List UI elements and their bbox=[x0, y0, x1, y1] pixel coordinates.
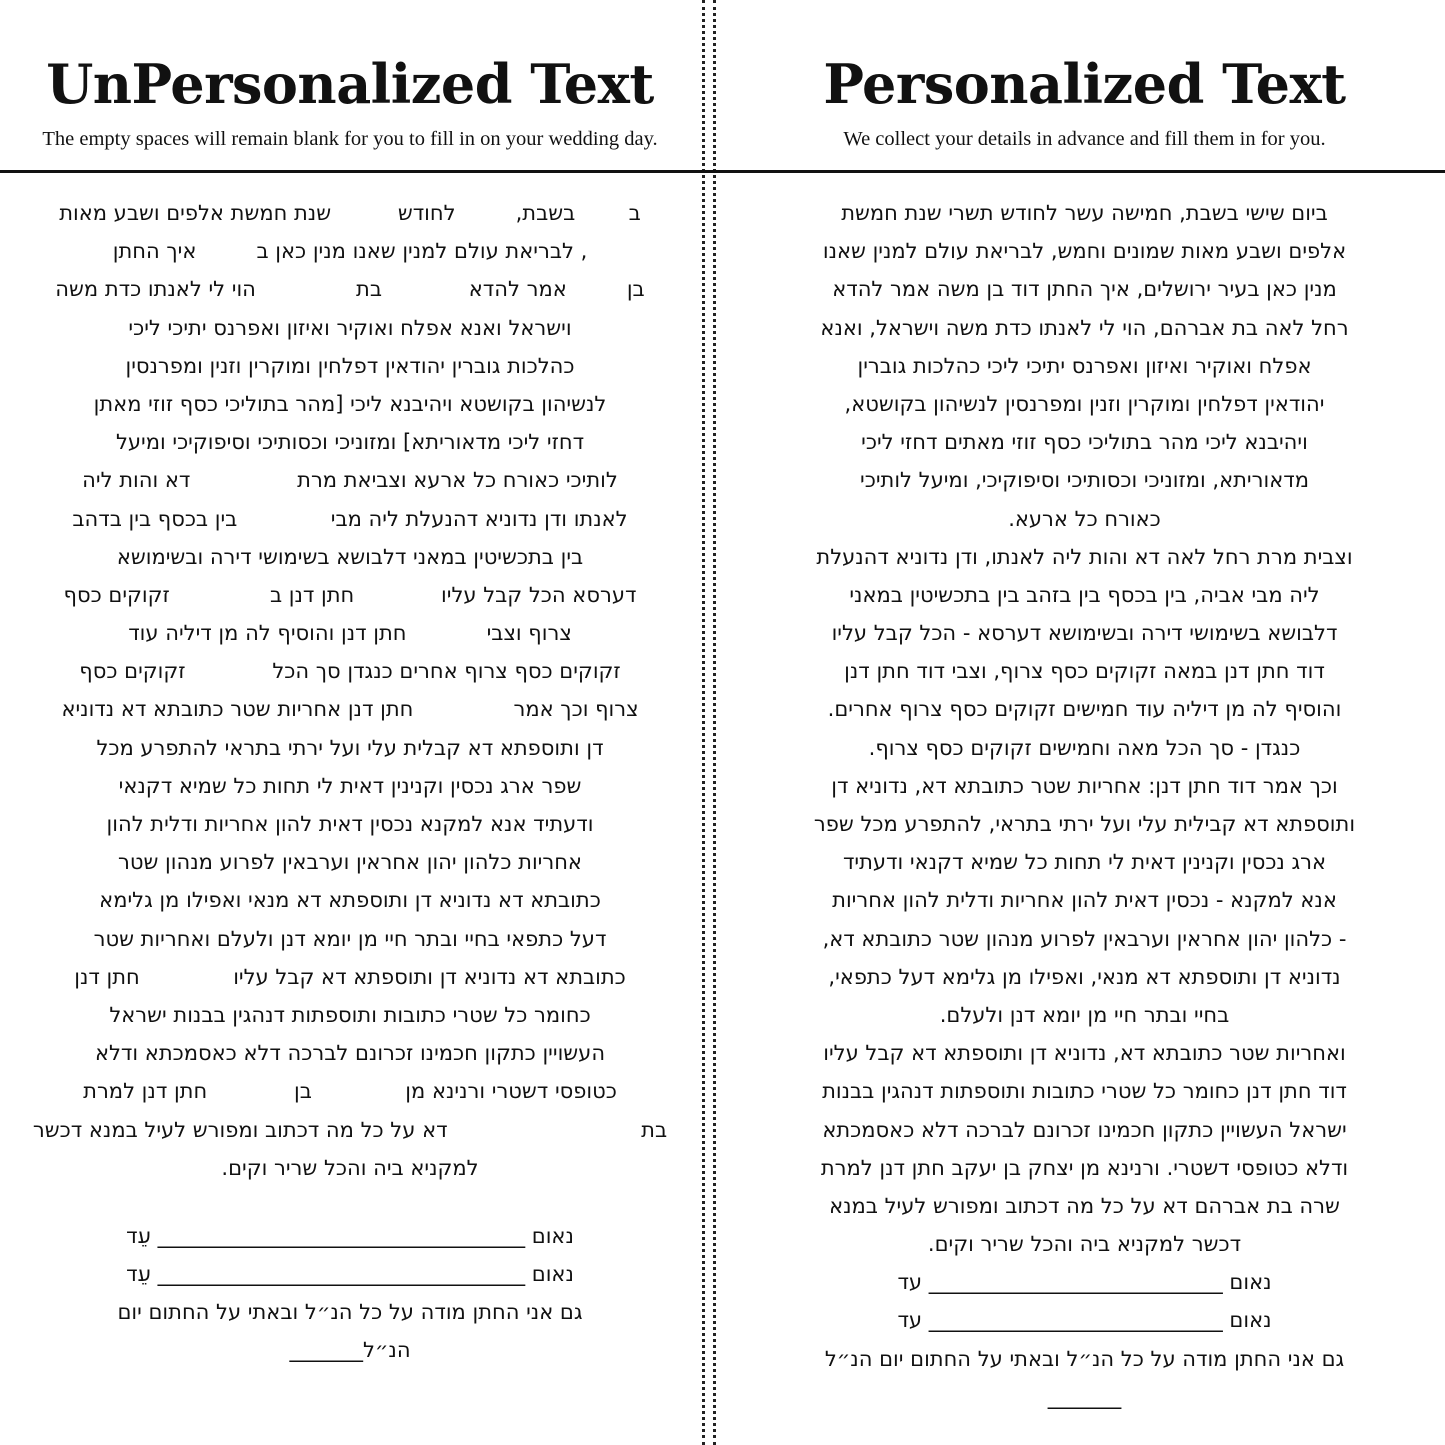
left-witness-line-2: נאום ___________________________________ עֵד bbox=[126, 1262, 574, 1287]
right-text-line: אפלח ואוקיר ואיזון ואפרנס יתיכי ליכי כהלכות גוברין bbox=[857, 353, 1312, 378]
right-text-line: אנא למקנא - נכסין דאית להון אחריות ודלית להון אחריות bbox=[832, 888, 1337, 913]
right-text-line: ותוספתא דא קבילית עלי ועל ירתי בתראי, להתפרע מכל שפר bbox=[813, 812, 1356, 836]
right-text-line: ארג נכסין וקנינין דאית לי תחות כל שמיא דקנאי ודעתיד bbox=[842, 850, 1327, 875]
left-text-lines bbox=[20, 194, 680, 1187]
right-text-line: בחיי ובתר חיי מן יומא דנן ולעלם. bbox=[939, 1002, 1230, 1027]
left-witness-line-1: נאום ___________________________________ עֵד bbox=[126, 1223, 574, 1248]
right-text-line: דוד חתן דנן כחומר כל שטרי כתובות ותוספתות דנהגין בבנות bbox=[822, 1079, 1347, 1104]
right-text-line: כנגדן - סך הכל מאה וחמישים זקוקים כסף צרוף. bbox=[868, 735, 1301, 760]
left-text-line: שפר ארג נכסין וקנינין דאית לי תחות כל שמיא דקנאי bbox=[118, 773, 582, 798]
right-text-line: ליה מבי אביה, בין בכסף בין בזהב בין בתכשיטין במאני bbox=[849, 582, 1320, 607]
left-text-line: כהלכות גוברין יהודאין דפלחין ומוקרין וזנין ומפרנסין bbox=[125, 353, 575, 378]
left-text-line: לאנתו ודן נדוניא דהנעלת ליה מבי בין בכסף בין בדהב bbox=[72, 506, 628, 531]
left-text-line: בין בתכשיטין במאני דלבושא בשימושי דירה ובשימושא bbox=[116, 544, 584, 569]
right-text-line: אלפים ושבע מאות שמונים וחמש, לבריאת עולם למנין שאנו bbox=[822, 239, 1347, 264]
header-rule bbox=[0, 170, 1445, 173]
right-text-line: רחל לאה בת אברהם, הוי לי לאנתו כדת משה וישראל, ואנא bbox=[820, 315, 1349, 340]
left-text-line: כתובתא דא נדוניא דן ותוספתא דא קבל עליו חתן דנן bbox=[74, 964, 626, 989]
left-closing-line-1: גם אני החתן מודה על כל הנ״ל ובאתי על החתום יום bbox=[117, 1300, 583, 1325]
left-text-line: אחריות כלהון יהון אחראין וערבאין לפרוע מנהון שטר bbox=[118, 850, 582, 875]
right-text-line: ביום שישי בשבת, חמישה עשר לחודש תשרי שנת חמשת bbox=[841, 201, 1328, 225]
right-text-line: שרה בת אברהם דא על כל מה דכתוב ומפורש לעיל במנא bbox=[829, 1193, 1340, 1218]
left-ketubah-text bbox=[20, 194, 680, 1370]
left-subtitle: The empty spaces will remain blank for you to fill in on your wedding day. bbox=[42, 128, 658, 150]
right-ketubah-text bbox=[744, 194, 1425, 1416]
left-title: UnPersonalized Text bbox=[46, 52, 654, 116]
left-text-line: דעל כתפאי בחיי ובתר חיי מן יומא דנן ולעלם ואחריות שטר bbox=[93, 926, 607, 951]
right-witness-line-2: נאום ____________________________ עד bbox=[897, 1308, 1272, 1333]
right-text-line: וצבית מרת רחל לאה דא והות ליה לאנתו, ודן נדוניא דהנעלת bbox=[816, 544, 1353, 569]
left-text-line: צרוף וכך אמר חתן דנן אחריות שטר כתובתא דא נדוניא bbox=[61, 697, 639, 722]
right-text-line: ויהיבנא ליכי מהר בתוליכי כסף זוזי מאתים דחזי ליכי bbox=[861, 430, 1308, 455]
left-text-line: ב בשבת, לחודש שנת חמשת אלפים ושבע מאות bbox=[59, 201, 641, 225]
left-closing-line-2: הנ״ל_______ bbox=[289, 1338, 411, 1363]
left-text-line: כתובתא דא נדוניא דן ותוספתא דא מנאי ואפילו מן גלימא bbox=[99, 888, 601, 913]
right-text-line: וכך אמר דוד חתן דנן: אחריות שטר כתובתא דא, נדוניא דן bbox=[831, 773, 1338, 798]
right-closing-line-1: גם אני החתן מודה על כל הנ״ל ובאתי על החתום יום הנ״ל bbox=[824, 1346, 1345, 1371]
right-closing-line-2: _______ bbox=[1047, 1384, 1122, 1409]
right-text-line: מנין כאן בעיר ירושלים, איך החתן דוד בן משה אמר להדא bbox=[832, 277, 1337, 302]
right-text-line: דוד חתן דנן במאה זקוקים כסף צרוף, וצבי דוד חתן דנן bbox=[844, 659, 1325, 684]
left-text-line: ודעתיד אנא למקנא נכסין דאית להון אחריות ודלית להון bbox=[106, 812, 594, 836]
personalized-column bbox=[724, 0, 1445, 1445]
left-text-line: צרוף וצבי חתן דנן והוסיף לה מן דיליה עוד bbox=[128, 621, 572, 646]
right-text-line: כאורח כל ארעא. bbox=[1008, 506, 1161, 531]
right-text-line: יהודאין דפלחין ומוקרין וזנין ומפרנסין לנשיהון בקושטא, bbox=[844, 391, 1325, 416]
left-text-line: וישראל ואנא אפלח ואוקיר ואיזון ואפרנס יתיכי ליכי bbox=[128, 315, 572, 340]
left-text-line: למקניא ביה והכל שריר וקים. bbox=[221, 1155, 479, 1180]
right-text-line: דלבושא בשימושי דירה ובשימושא דערסא - הכל קבל עליו bbox=[831, 621, 1338, 646]
right-text-line: והוסיף לה מן דיליה עוד חמישים זקוקים כסף צרוף אחרים. bbox=[827, 697, 1342, 722]
right-text-line: ודלא כטופסי דשטרי. ורנינא מן יצחק בן יעקב חתן דנן למרת bbox=[820, 1155, 1349, 1180]
left-text-line: כטופסי דשטרי ורנינא מן בן חתן דנן למרת bbox=[83, 1079, 617, 1104]
left-text-line: בת דא על כל מה דכתוב ומפורש לעיל במנא דכשר bbox=[32, 1117, 668, 1142]
left-text-line: לותיכי כאורח כל ארעא וצביאת מרת דא והות ליה bbox=[82, 468, 618, 493]
right-witness-line-1: נאום ____________________________ עד bbox=[897, 1270, 1272, 1295]
center-dotted-divider bbox=[702, 0, 716, 1445]
right-text-line: ואחריות שטר כתובתא דא, נדוניא דן ותוספתא דא קבל עליו bbox=[823, 1041, 1346, 1066]
unpersonalized-column bbox=[0, 0, 700, 1445]
right-text-line: מדאוריתא, ומזוניכי וכסותיכי וסיפוקיכי, ומיעל לותיכי bbox=[860, 468, 1309, 493]
right-text-line: דכשר למקניא ביה והכל שריר וקים. bbox=[927, 1232, 1242, 1257]
right-text-line: ישראל העשויין כתקון חכמינו זכרונם לברכה דלא כאסמכתא bbox=[822, 1117, 1347, 1142]
left-text-line: דן ותוספתא דא קבלית עלי ועל ירתי בתראי להתפרע מכל bbox=[96, 735, 604, 760]
left-text-line: כחומר כל שטרי כתובות ותוספתות דנהגין בבנות ישראל bbox=[109, 1002, 591, 1027]
left-text-line: לנשיהון בקושטא ויהיבנא ליכי [מהר בתוליכי כסף זוזי מאתן bbox=[93, 391, 607, 416]
left-text-line: זקוקים כסף צרוף אחרים כנגדן סך הכל זקוקים כסף bbox=[79, 659, 621, 684]
right-subtitle: We collect your details in advance and fill them in for you. bbox=[843, 128, 1326, 150]
left-text-line: בן אמר להדא בת הוי לי לאנתו כדת משה bbox=[55, 277, 645, 302]
left-text-line: דחזי ליכי מדאוריתא] ומזוניכי וכסותיכי וסיפוקיכי ומיעל bbox=[115, 430, 585, 455]
right-text-line: נדוניא דן ותוספתא דא מנאי, ואפילו מן גלימא דעל כתפאי, bbox=[828, 964, 1341, 989]
left-spacer bbox=[20, 1187, 680, 1217]
right-title: Personalized Text bbox=[823, 52, 1346, 116]
left-text-line: העשויין כתקון חכמינו זכרונם לברכה דלא כאסמכתא ודלא bbox=[94, 1041, 606, 1066]
right-text-lines bbox=[744, 194, 1425, 1263]
left-text-line: , לבריאת עולם למנין שאנו מנין כאן ב איך החתן bbox=[112, 239, 588, 264]
right-text-line: - כלהון יהון אחראין וערבאין לפרוע מנהון שטר כתובתא דא, bbox=[822, 926, 1347, 951]
left-text-line: דערסא הכל קבל עליו חתן דנן ב זקוקים כסף bbox=[63, 582, 637, 607]
